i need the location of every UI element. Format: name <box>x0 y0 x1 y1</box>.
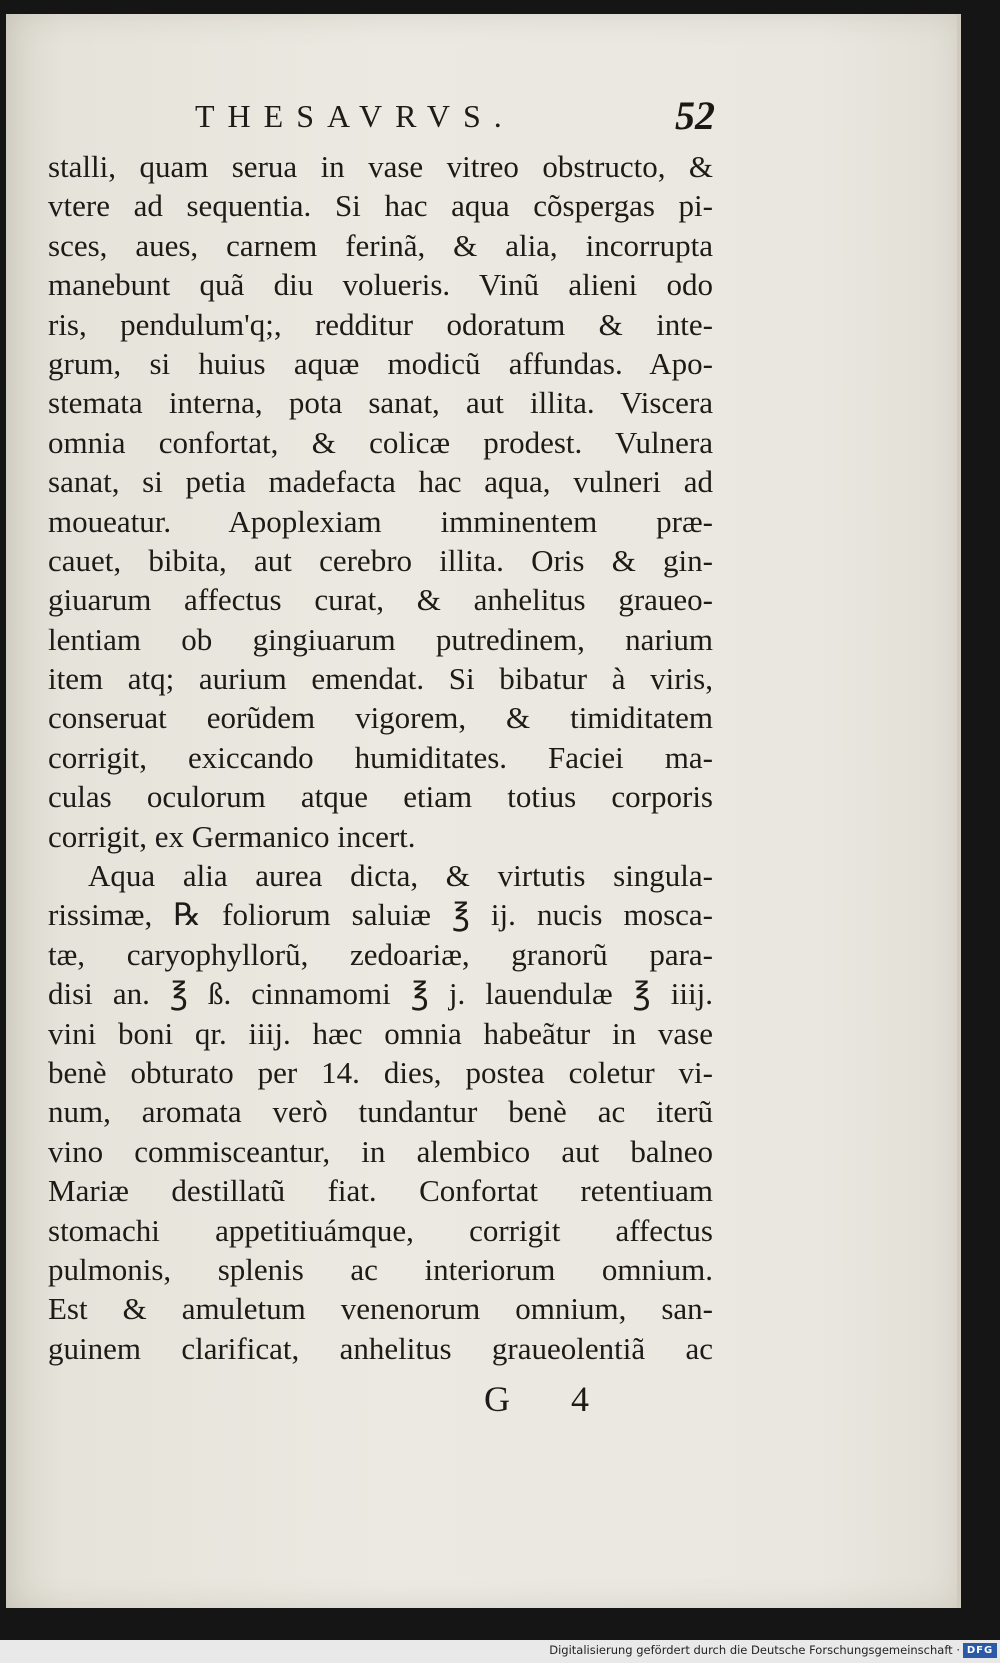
text-line: tæ, caryophyllorũ, zedoariæ, granorũ para- <box>48 936 713 972</box>
page-edge <box>957 14 961 1608</box>
text-line: cauet, bibita, aut cerebro illita. Oris & gin- <box>48 542 713 578</box>
text-line: corrigit, ex Germanico incert. <box>48 818 416 854</box>
paragraph-first-line: Aqua alia aurea dicta, & virtutis singula- <box>88 858 713 894</box>
text-line: item atq; aurium emendat. Si bibatur à viris, <box>48 661 713 697</box>
text-line: pulmonis, splenis ac interiorum omnium. <box>48 1251 713 1287</box>
text-line: stomachi appetitiuámque, corrigit affectus <box>48 1212 713 1248</box>
text-line: sanat, si petia madefacta hac aqua, vulneri ad <box>48 464 713 500</box>
text-line: culas oculorum atque etiam totius corporis <box>48 779 713 815</box>
funding-credit: Digitalisierung gefördert durch die Deutsche Forschungsgemeinschaft · <box>549 1643 960 1657</box>
text-line: ris, pendulum'q;, redditur odoratum & inte- <box>48 306 713 342</box>
folio-number: 52 <box>675 93 715 138</box>
text-line: omnia confortat, & colicæ prodest. Vulnera <box>48 424 713 460</box>
text-line: giuarum affectus curat, & anhelitus graueo- <box>48 582 713 618</box>
text-line: Est & amuletum venenorum omnium, san- <box>48 1291 713 1327</box>
text-line: conseruat eorũdem vigorem, & timiditatem <box>48 700 713 736</box>
text-line: vtere ad sequentia. Si hac aqua cõspergas pi- <box>48 188 713 224</box>
text-line: moueatur. Apoplexiam imminentem præ- <box>48 503 713 539</box>
running-title: THESAVRVS. <box>195 98 515 134</box>
text-line: disi an. ℥ ß. cinnamomi ℥ j. lauendulæ ℥ iiij. <box>48 976 713 1012</box>
text-line: Mariæ destillatũ fiat. Confortat retentiuam <box>48 1173 713 1209</box>
text-line: corrigit, exiccando humiditates. Faciei ma- <box>48 739 713 775</box>
text-line: vino commisceantur, in alembico aut balneo <box>48 1133 713 1169</box>
body-text <box>48 147 713 1368</box>
text-line: num, aromata verò tundantur benè ac iterũ <box>48 1094 713 1130</box>
running-head <box>195 92 715 142</box>
dfg-logo: DFG <box>963 1643 997 1658</box>
text-line: rissimæ, ℞ foliorum saluiæ ℥ ij. nucis mosca- <box>48 897 713 933</box>
text-line: benè obturato per 14. dies, postea coletur vi- <box>48 1054 713 1090</box>
text-line: sces, aues, carnem ferinã, & alia, incorrupta <box>48 227 713 263</box>
signature-mark: G 4 <box>484 1379 615 1419</box>
text-line: stemata interna, pota sanat, aut illita. Viscera <box>48 385 713 421</box>
text-line: lentiam ob gingiuarum putredinem, narium <box>48 621 713 657</box>
text-line: manebunt quã diu volueris. Vinũ alieni odo <box>48 267 713 303</box>
text-line: grum, si huius aquæ modicũ affundas. Apo- <box>48 345 713 381</box>
text-line: stalli, quam serua in vase vitreo obstructo, & <box>48 149 713 184</box>
text-line: vini boni qr. iiij. hæc omnia habeãtur in vase <box>48 1015 713 1051</box>
text-line: guinem clarificat, anhelitus graueolentiã ac <box>48 1330 713 1366</box>
footer-bar <box>0 1640 1000 1663</box>
